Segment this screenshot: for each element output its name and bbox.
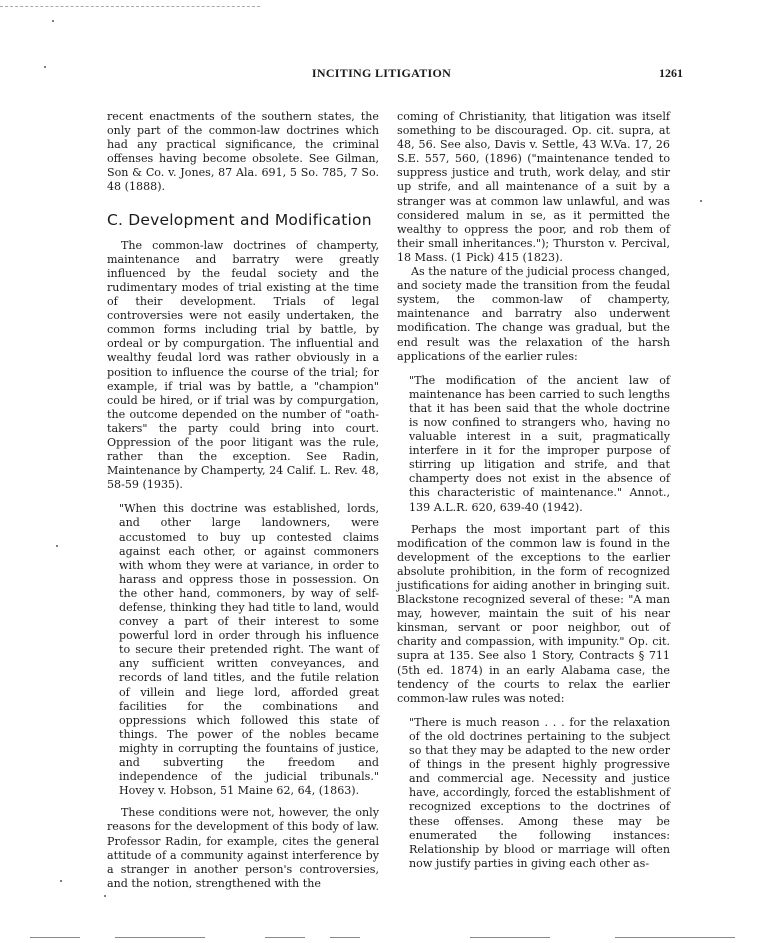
bottom-edge-line <box>115 937 205 938</box>
right-block-quote-1: "The modification of the ancient law of maintenance has been carried to such lengths that it has been said that the whole doctrine is now confined to strangers who, having no valuable interest in a suit, pragmatically interfere in it for the improper purpose of stirring up litigation and strife, and that champerty does not exist in the absence of this characteristic of maintenance." Annot., 139 A.L.R. 620, 639-40 (1942). <box>409 373 670 514</box>
top-dashed-edge <box>0 6 260 7</box>
bottom-edge-line <box>330 937 360 938</box>
bottom-edge-line <box>470 937 550 938</box>
bottom-edge-line <box>30 937 80 938</box>
bottom-edge-line <box>615 937 735 938</box>
section-heading: C. Development and Modification <box>107 210 372 229</box>
right-paragraph-1: coming of Christianity, that litigation was itself something to be discouraged. Op. cit. supra, at 48, 56. See also, Davis v. Settle, 43 W.Va. 17, 26 S.E. 557, 560, (1896) ("maintenance tended to suppress justice and truth, work delay, and stir up strife, and all maintenance of a suit by a stranger was at common law unlawful, and was considered malum in se, as it permitted the wealthy to oppress the poor, and rob them of their small inheritances."); Thurston v. Percival, 18 Mass. (1 Pick) 415 (1823). <box>397 110 670 264</box>
scan-speck <box>60 880 62 882</box>
right-paragraph-2: As the nature of the judicial process changed, and society made the transition from the feudal system, the common-law of champerty, maintenance and barratry also underwent modification. The change was gradual, but the end result was the relaxation of the harsh applications of the earlier rules: <box>397 265 670 363</box>
right-block-quote-2: "There is much reason . . . for the relaxation of the old doctrines pertaining to the subject so that they may be adapted to the new order of things in the present highly progressive and commercial age. Necessity and justice have, accordingly, forced the establishment of recognized exceptions to the doctrines of these offenses. Among these may be enumerated the following instances: Relationship by blood or marriage will often now justify parties in giving each other as- <box>409 715 670 870</box>
running-header-title: INCITING LITIGATION <box>311 66 452 80</box>
left-block-quote: "When this doctrine was established, lords, and other large landowners, were accustomed to buy up contested claims against each other, or against commoners with whom they were at variance, in order to harass and oppress those in possession. On the other hand, commoners, by way of self-defense, thinking they had title to land, would convey a part of their interest to some powerful lord in order through his influence to secure their pretended right. The want of any sufficient written conveyances, and records of land titles, and the futile relation of villein and liege lord, afforded great facilities for the combinations and oppressions which followed this state of things. The power of the nobles became mighty in corrupting the fountains of justice, and subverting the freedom and independence of the judicial tribunals." Hovey v. Hobson, 51 Maine 62, 64, (1863). <box>119 502 379 798</box>
bottom-edge-line <box>265 937 305 938</box>
page-number: 1261 <box>659 66 683 80</box>
right-column <box>397 110 670 871</box>
left-paragraph-1: recent enactments of the southern states, the only part of the common-law doctrines which had any practical significance, the criminal offenses having become obsolete. See Gilman, Son & Co. v. Jones, 87 Ala. 691, 5 So. 785, 7 So. 48 (1888). <box>107 110 379 194</box>
scan-speck <box>56 545 58 547</box>
left-paragraph-2: The common-law doctrines of champerty, maintenance and barratry were greatly influenced by the feudal society and the rudimentary modes of trial existing at the time of their development. Trials of legal controversies were not easily undertaken, the common forms including trial by battle, by ordeal or by compurgation. The influential and wealthy feudal lord was rather obviously in a position to influence the course of the trial; for example, if trial was by battle, a "champion" could be hired, or if trial was by compurgation, the outcome depended on the number of "oath-takers" the party could bring into court. Oppression of the poor litigant was the rule, rather than the exception. See Radin, Maintenance by Champerty, 24 Calif. L. Rev. 48, 58-59 (1935). <box>107 238 379 492</box>
left-column <box>107 110 379 891</box>
scan-speck <box>104 895 106 897</box>
scan-speck <box>52 20 54 22</box>
right-paragraph-3: Perhaps the most important part of this modification of the common law is found in the development of the exceptions to the earlier absolute prohibition, in the form of recognized justifications for aiding another in bringing suit. Blackstone recognized several of these: "A man may, however, maintain the suit of his near kinsman, servant or poor neighbor, out of charity and compassion, with impunity." Op. cit. supra at 135. See also 1 Story, Contracts § 711 (5th ed. 1874) in an early Alabama case, the tendency of the courts to relax the earlier common-law rules was noted: <box>397 522 670 705</box>
left-paragraph-3: These conditions were not, however, the only reasons for the development of this body of law. Professor Radin, for example, cites the general attitude of a community against interference by a stranger in another person's controversies, and the notion, strengthened with the <box>107 806 379 890</box>
scan-speck <box>44 66 46 68</box>
scan-speck <box>700 200 702 202</box>
